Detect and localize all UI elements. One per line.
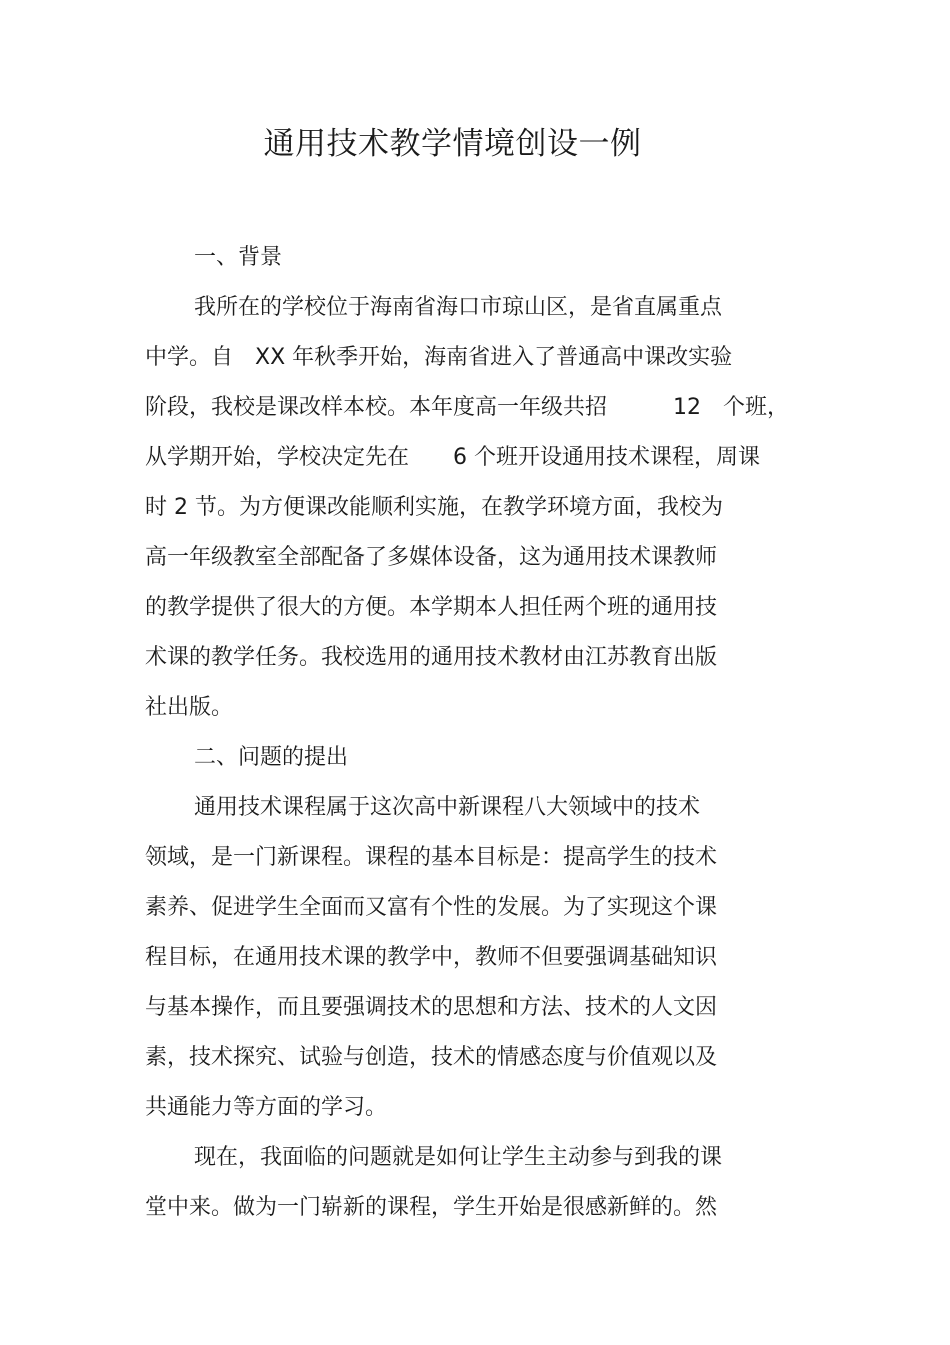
paragraph-line: 素养、促进学生全面而又富有个性的发展。为了实现这个课 (145, 895, 718, 920)
paragraph-line: 素，技术探究、试验与创造，技术的情感态度与价值观以及 (145, 1045, 718, 1070)
paragraph-line: 现在，我面临的问题就是如何让学生主动参与到我的课 (194, 1145, 723, 1170)
paragraph-line: 的教学提供了很大的方便。本学期本人担任两个班的通用技 (145, 595, 718, 620)
paragraph-line: 与基本操作，而且要强调技术的思想和方法、技术的人文因 (145, 995, 718, 1020)
paragraph-line: 通用技术课程属于这次高中新课程八大领域中的技术 (194, 795, 701, 820)
paragraph-line: 堂中来。做为一门崭新的课程，学生开始是很感新鲜的。然 (145, 1195, 718, 1220)
paragraph-line: 社出版。 (145, 695, 234, 720)
section-heading-problem: 二、问题的提出 (194, 745, 349, 770)
paragraph-line: 阶段，我校是课改样本校。本年度高一年级共招 12 个班， (145, 395, 789, 420)
paragraph-line: 时 2 节。为方便课改能顺利实施，在教学环境方面，我校为 (145, 495, 723, 520)
paragraph-line: 程目标，在通用技术课的教学中，教师不但要强调基础知识 (145, 945, 718, 970)
paragraph-line: 共通能力等方面的学习。 (145, 1095, 388, 1120)
paragraph-line: 高一年级教室全部配备了多媒体设备，这为通用技术课教师 (145, 545, 718, 570)
paragraph-line: 中学。自 XX 年秋季开始，海南省进入了普通高中课改实验 (145, 345, 733, 370)
section-heading-background: 一、背景 (194, 245, 283, 270)
paragraph-line: 从学期开始，学校决定先在 6 个班开设通用技术课程，周课 (145, 445, 760, 470)
paragraph-line: 我所在的学校位于海南省海口市琼山区，是省直属重点 (194, 295, 723, 320)
paragraph-line: 术课的教学任务。我校选用的通用技术教材由江苏教育出版 (145, 645, 718, 670)
paragraph-line: 领域，是一门新课程。课程的基本目标是：提高学生的技术 (145, 845, 718, 870)
document-title: 通用技术教学情境创设一例 (263, 126, 642, 162)
